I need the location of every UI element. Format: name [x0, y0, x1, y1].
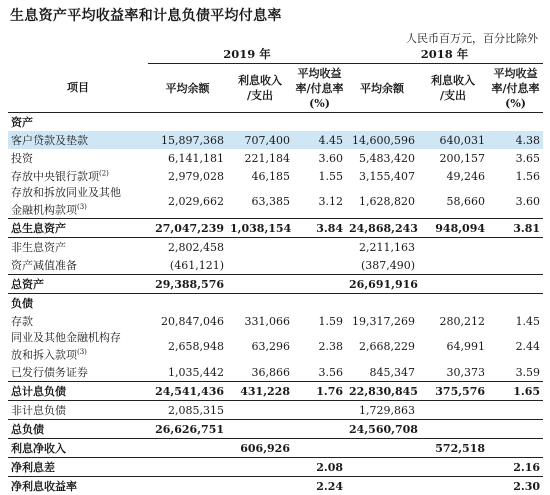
row-label	[8, 439, 148, 458]
row-label-text: 同业及其他金融机构存 放和拆入款项	[11, 331, 121, 362]
cell-value: 58,660	[418, 185, 488, 219]
cell-value: 26,691,916	[346, 275, 418, 294]
row-label	[8, 382, 148, 401]
cell-value: 63,385	[227, 185, 293, 219]
row-label-text: 净利息差	[11, 461, 55, 474]
cell-value: 2.44	[488, 330, 543, 363]
cell-value	[293, 401, 346, 420]
column-header-row	[8, 64, 543, 113]
table-row-total-liab	[8, 420, 543, 439]
row-label	[8, 477, 148, 495]
cell-value: 3.65	[488, 149, 543, 167]
cell-value	[488, 256, 543, 275]
cell-value: 1.59	[293, 312, 346, 330]
cell-value	[148, 439, 227, 458]
row-label-text: 总生息资产	[11, 222, 66, 235]
cell-value: 1,035,442	[148, 363, 227, 382]
cell-value: 26,626,751	[148, 420, 227, 439]
row-label-text: 存放和拆放同业及其他 金融机构款项	[11, 186, 121, 217]
cell-value: 3.60	[293, 149, 346, 167]
cell-value	[488, 420, 543, 439]
cell-value	[293, 420, 346, 439]
cell-value	[293, 439, 346, 458]
row-label	[8, 185, 148, 219]
cell-value: 6,141,181	[148, 149, 227, 167]
cell-value: 331,066	[227, 312, 293, 330]
row-label-text: 总计息负债	[11, 385, 66, 398]
cell-value: (461,121)	[148, 256, 227, 275]
table-row-spread	[8, 458, 543, 477]
cell-value	[293, 238, 346, 257]
cell-value	[227, 275, 293, 294]
table-row-interbank-liab	[8, 330, 543, 363]
cell-value: 200,157	[418, 149, 488, 167]
cell-value: 4.45	[293, 131, 346, 149]
cell-value: 64,991	[418, 330, 488, 363]
year-header-row	[8, 45, 543, 64]
cell-value: 30,373	[418, 363, 488, 382]
table-row-total-iea	[8, 219, 543, 238]
cell-value: 2,658,948	[148, 330, 227, 363]
table-row-nim	[8, 477, 543, 495]
cell-value	[227, 458, 293, 477]
cell-value	[346, 439, 418, 458]
cell-value: 2,802,458	[148, 238, 227, 257]
cell-value: 49,246	[418, 167, 488, 185]
col-interest-2019: 利息收入 /支出	[227, 64, 293, 113]
cell-value: 46,185	[227, 167, 293, 185]
cell-value	[488, 238, 543, 257]
cell-value: 2.38	[293, 330, 346, 363]
cell-value: 1.45	[488, 312, 543, 330]
cell-value: 2,085,315	[148, 401, 227, 420]
cell-value: 1.56	[488, 167, 543, 185]
row-label-text: 总资产	[11, 278, 44, 291]
year-2019: 2019 年	[148, 45, 346, 64]
table-row-debt-securities	[8, 363, 543, 382]
cell-value: 15,897,368	[148, 131, 227, 149]
cell-value	[418, 256, 488, 275]
cell-value	[418, 401, 488, 420]
cell-value: 2,668,229	[346, 330, 418, 363]
row-label	[8, 131, 148, 149]
col-item: 项目	[8, 64, 148, 113]
cell-value: 2.30	[488, 477, 543, 495]
cell-value: 845,347	[346, 363, 418, 382]
cell-value	[293, 256, 346, 275]
cell-value: 24,560,708	[346, 420, 418, 439]
cell-value: 3.56	[293, 363, 346, 382]
cell-value: 63,296	[227, 330, 293, 363]
row-label	[8, 294, 148, 313]
cell-value	[227, 256, 293, 275]
cell-value: 2.08	[293, 458, 346, 477]
cell-value: 5,483,420	[346, 149, 418, 167]
row-label	[8, 330, 148, 363]
table-row-total-assets	[8, 275, 543, 294]
cell-value: 2.24	[293, 477, 346, 495]
cell-value: 2,029,662	[148, 185, 227, 219]
row-label	[8, 238, 148, 257]
table-row-sec-assets	[8, 113, 543, 132]
cell-value: 707,400	[227, 131, 293, 149]
row-label	[8, 256, 148, 275]
cell-value: 606,926	[227, 439, 293, 458]
cell-value	[488, 439, 543, 458]
table-row-deposits	[8, 312, 543, 330]
cell-value	[346, 477, 418, 495]
cell-value: 1.76	[293, 382, 346, 401]
cell-value	[418, 477, 488, 495]
table-body	[8, 113, 543, 495]
unit-note: 人民币百万元，百分比除外	[406, 30, 538, 46]
cell-value	[148, 458, 227, 477]
row-label-text: 非计息负债	[11, 404, 66, 417]
row-label-text: 非生息资产	[11, 241, 66, 254]
cell-value	[418, 458, 488, 477]
col-avg-balance-2018: 平均余额	[346, 64, 418, 113]
cell-value: 1,729,863	[346, 401, 418, 420]
cell-value	[227, 420, 293, 439]
cell-value	[418, 238, 488, 257]
table-row-non-iea	[8, 238, 543, 257]
footnote-marker: (3)	[77, 203, 87, 211]
table-row-impairment	[8, 256, 543, 275]
row-label-text: 总负债	[11, 423, 44, 436]
col-avg-balance-2019: 平均余额	[148, 64, 227, 113]
page-title: 生息资产平均收益率和计息负债平均付息率	[10, 5, 282, 25]
cell-value: 1,628,820	[346, 185, 418, 219]
table-row-invest	[8, 149, 543, 167]
cell-value	[488, 401, 543, 420]
cell-value: 948,094	[418, 219, 488, 238]
table-row-non-ibl	[8, 401, 543, 420]
cell-value: 3.59	[488, 363, 543, 382]
table-row-nii	[8, 439, 543, 458]
cell-value	[227, 477, 293, 495]
cell-value: 2,211,163	[346, 238, 418, 257]
col-rate-2018: 平均收益 率/付息率 (%)	[488, 64, 543, 113]
cell-value: (387,490)	[346, 256, 418, 275]
cell-value: 2.16	[488, 458, 543, 477]
row-label	[8, 149, 148, 167]
row-label	[8, 420, 148, 439]
cell-value: 221,184	[227, 149, 293, 167]
row-label-text: 资产	[11, 116, 33, 129]
cell-value: 431,228	[227, 382, 293, 401]
financial-table	[8, 45, 543, 495]
cell-value: 3,155,407	[346, 167, 418, 185]
cell-value: 1,038,154	[227, 219, 293, 238]
cell-value	[293, 275, 346, 294]
cell-value: 2,979,028	[148, 167, 227, 185]
row-label	[8, 167, 148, 185]
cell-value	[418, 420, 488, 439]
row-label-text: 资产减值准备	[11, 259, 77, 272]
cell-value: 19,317,269	[346, 312, 418, 330]
cell-value: 375,576	[418, 382, 488, 401]
col-interest-2018: 利息收入 /支出	[418, 64, 488, 113]
cell-value: 640,031	[418, 131, 488, 149]
row-label	[8, 363, 148, 382]
cell-value	[488, 275, 543, 294]
cell-value: 27,047,239	[148, 219, 227, 238]
row-label	[8, 219, 148, 238]
cell-value: 20,847,046	[148, 312, 227, 330]
cell-value: 1.65	[488, 382, 543, 401]
cell-value	[227, 238, 293, 257]
cell-value: 3.84	[293, 219, 346, 238]
col-rate-2019: 平均收益 率/付息率 (%)	[293, 64, 346, 113]
cell-value: 3.81	[488, 219, 543, 238]
cell-value: 3.60	[488, 185, 543, 219]
row-label-text: 已发行债务证券	[11, 366, 88, 379]
row-label-text: 净利息收益率	[11, 480, 77, 493]
row-label-text: 存款	[11, 315, 33, 328]
row-label-text: 客户贷款及垫款	[11, 134, 88, 147]
row-label	[8, 275, 148, 294]
cell-value: 36,866	[227, 363, 293, 382]
cell-value: 3.12	[293, 185, 346, 219]
cell-value: 572,518	[418, 439, 488, 458]
row-label	[8, 401, 148, 420]
cell-value: 4.38	[488, 131, 543, 149]
cell-value: 280,212	[418, 312, 488, 330]
footnote-marker: (2)	[99, 169, 109, 177]
table-row-cb-deposits	[8, 167, 543, 185]
cell-value	[418, 275, 488, 294]
row-label	[8, 312, 148, 330]
cell-value: 1.55	[293, 167, 346, 185]
cell-value	[346, 458, 418, 477]
table-row-loans	[8, 131, 543, 149]
cell-value	[148, 477, 227, 495]
table-row-interbank-assets	[8, 185, 543, 219]
cell-value: 22,830,845	[346, 382, 418, 401]
cell-value: 24,541,436	[148, 382, 227, 401]
cell-value: 14,600,596	[346, 131, 418, 149]
row-label-text: 负债	[11, 297, 33, 310]
row-label-text: 存放中央银行款项	[11, 170, 99, 183]
row-label-text: 投资	[11, 152, 33, 165]
cell-value	[227, 401, 293, 420]
row-label-text: 利息净收入	[11, 442, 66, 455]
cell-value: 24,868,243	[346, 219, 418, 238]
table-row-sec-liab	[8, 294, 543, 313]
year-2018: 2018 年	[346, 45, 543, 64]
table-row-total-ibl	[8, 382, 543, 401]
row-label	[8, 458, 148, 477]
cell-value: 29,388,576	[148, 275, 227, 294]
row-label	[8, 113, 148, 132]
footnote-marker: (3)	[77, 348, 87, 356]
